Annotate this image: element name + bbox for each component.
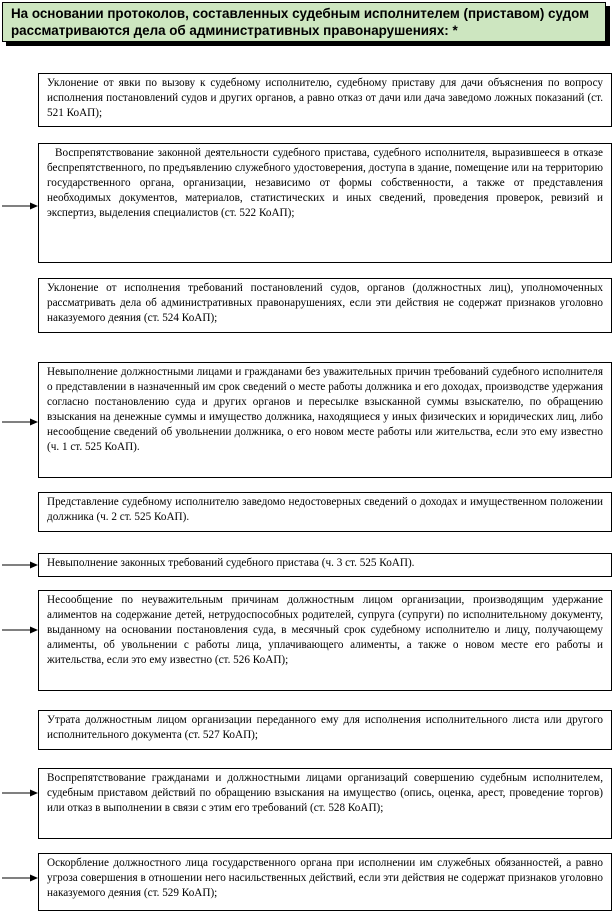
offense-text-2: Воспрепятствование законной деятельности судебного пристава, судебного исполнителя, выразившееся в отказе беспрепятственного, по предъявлению служебного удостоверения, доступа в здание, помещение или на территорию государственного органа, организации, независимо от формы собственности, а также от представления необходимых документов, материалов, статистических и иных сведений, проведения проверок, ревизий и экспертиз, выделения специалистов (ст. 522 КоАП); <box>47 147 603 219</box>
offense-box-2 <box>38 143 612 263</box>
offense-text-4: Невыполнение должностными лицами и гражданами без уважительных причин требований судебного исполнителя о представлении в назначенный им срок сведений о месте работы должника и его доходах, производстве удержания согласно постановлению суда и других органов и пересылке взысканной суммы взыскателю, по обращению взыскания на денежные суммы и имущество должника, находящиеся у иных физических и юридических лиц, либо несообщение сведений об увольнении должника, о его новом месте работы или жительства, если это ему известно (ч. 1 ст. 525 КоАП). <box>47 366 603 453</box>
offense-box-1 <box>38 73 612 127</box>
offense-box-8 <box>38 710 612 750</box>
arrow-icon <box>2 788 38 798</box>
offense-text-10: Оскорбление должностного лица государственного органа при исполнении им служебных обязанностей, а равно угроза совершения в отношении него насильственных действий, если эти действия не содержат признаков уголовно наказуемого деяния (ст. 529 КоАП); <box>47 857 603 899</box>
offense-box-10 <box>38 853 612 911</box>
arrow-icon <box>2 201 38 211</box>
offense-box-3 <box>38 278 612 333</box>
offense-box-6 <box>38 553 612 577</box>
offense-text-8: Утрата должностным лицом организации переданного ему для исполнения исполнительного листа или другого исполнительного документа (ст. 527 КоАП); <box>47 714 603 741</box>
arrow-icon <box>2 560 38 570</box>
offense-box-4 <box>38 362 612 478</box>
offense-text-1: Уклонение от явки по вызову к судебному исполнителю, судебному приставу для дачи объяснения по вопросу исполнения постановлений судов и других органов, а равно отказ от дачи или дача заведомо ложных показаний (ст. 521 КоАП); <box>47 77 603 119</box>
offense-box-7 <box>38 590 612 691</box>
arrow-icon <box>2 417 38 427</box>
arrow-icon <box>2 873 38 883</box>
arrow-icon <box>2 625 38 635</box>
offense-text-5: Представление судебному исполнителю заведомо недостоверных сведений о доходах и имущественном положении должника (ч. 2 ст. 525 КоАП). <box>47 496 603 523</box>
header-title: На основании протоколов, составленных судебным исполнителем (приставом) судом рассматриваются дела об административных правонарушениях: * <box>11 6 590 38</box>
offense-text-3: Уклонение от исполнения требований постановлений судов, органов (должностных лиц), уполномоченных рассматривать дела об административных правонарушениях, если эти действия не содержат признаков уголовно наказуемого деяния (ст. 524 КоАП); <box>47 282 603 324</box>
offense-text-6: Невыполнение законных требований судебного пристава (ч. 3 ст. 525 КоАП). <box>47 557 415 569</box>
offense-text-9: Воспрепятствование гражданами и должностными лицами организаций совершению судебным исполнителем, судебным приставом действий по обращению взыскания на имущество (опись, оценка, арест, проведение торгов) или отказ в выполнении в связи с этим его требований (ст. 528 КоАП); <box>47 772 603 814</box>
offense-box-5 <box>38 492 612 532</box>
offense-box-9 <box>38 768 612 839</box>
diagram-header <box>2 2 606 42</box>
offense-text-7: Несообщение по неуважительным причинам должностным лицом организации, производящим удержание алиментов на содержание детей, нетрудоспособных родителей, супруга (супруги) по исполнительному документу, выданному на основании постановления суда, в месячный срок судебному исполнителю и лицу, получающему алименты, об увольнении с работы лица, уплачивающего алименты, а также о новом месте его работы и жительства, если это ему известно (ст. 526 КоАП); <box>47 594 603 666</box>
